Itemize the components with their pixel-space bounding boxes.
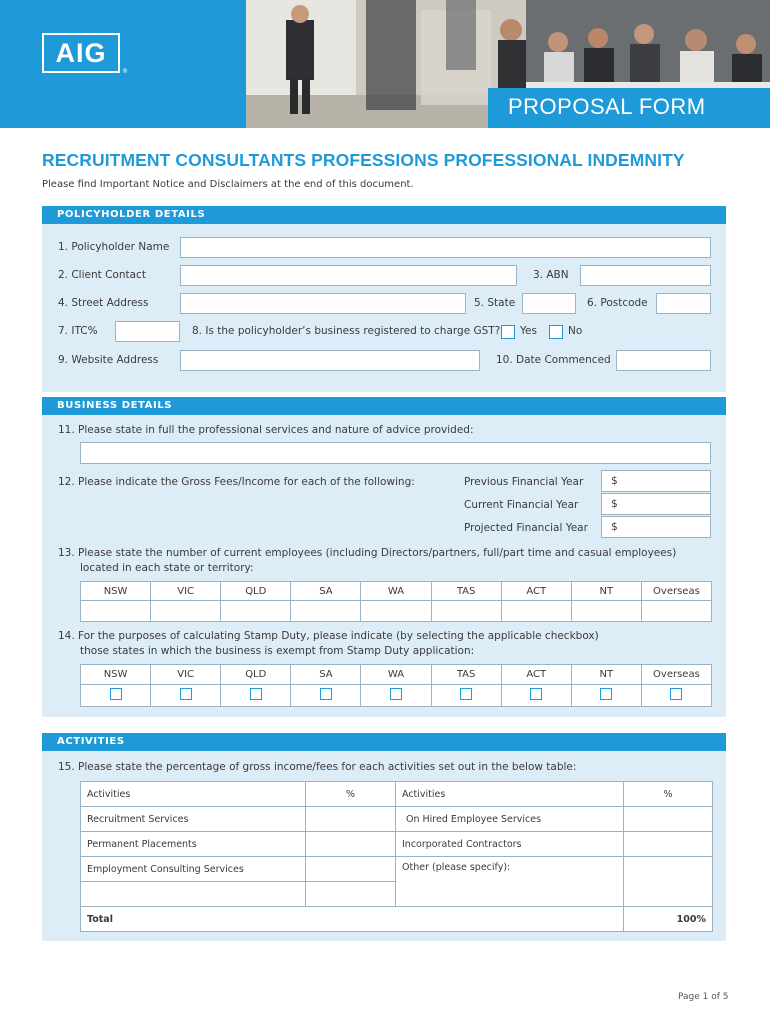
emp-header-tas: TAS (431, 582, 501, 601)
q12-label: 12. Please indicate the Gross Fees/Income for each of the following: (58, 476, 415, 488)
q13-label-line1: 13. Please state the number of current employees (including Directors/partners, full/part time and casual employees) (58, 547, 677, 559)
stamp-duty-sa-checkbox[interactable] (320, 688, 332, 700)
activity-blank-row[interactable] (81, 882, 306, 907)
activity-permanent-placements: Permanent Placements (81, 832, 306, 857)
gst-yes-checkbox[interactable] (501, 325, 515, 339)
q2-label: 2. Client Contact (58, 269, 146, 281)
gst-no-label: No (568, 325, 583, 337)
sd-cell-wa (361, 685, 431, 707)
total-label: Total (81, 907, 624, 932)
emp-count-nt[interactable] (571, 601, 641, 622)
act-header-right: Activities (396, 782, 624, 807)
policyholder-heading: POLICYHOLDER DETAILS (42, 206, 726, 224)
q14-label-line1: 14. For the purposes of calculating Stamp Duty, please indicate (by selecting the applicable checkbox) (58, 630, 599, 642)
activities-heading: ACTIVITIES (42, 733, 726, 751)
page-title: RECRUITMENT CONSULTANTS PROFESSIONS PROFESSIONAL INDEMNITY (42, 150, 685, 170)
act-header-left-percent: % (306, 782, 396, 807)
stamp-duty-act-checkbox[interactable] (530, 688, 542, 700)
previous-year-label: Previous Financial Year (464, 476, 584, 488)
gst-yes-label: Yes (520, 325, 537, 337)
q13-label-line2: located in each state or territory: (80, 562, 254, 574)
itc-percent-field[interactable] (115, 321, 180, 342)
emp-count-tas[interactable] (431, 601, 501, 622)
emp-header-nsw: NSW (81, 582, 151, 601)
previous-year-currency: $ (611, 475, 618, 487)
services-description-field[interactable] (80, 442, 711, 464)
activity-on-hired-employee-services: On Hired Employee Services (396, 807, 624, 832)
activity-employment-consulting-services: Employment Consulting Services (81, 857, 306, 882)
abn-field[interactable] (580, 265, 711, 286)
sd-header-nsw: NSW (81, 665, 151, 685)
q4-label: 4. Street Address (58, 297, 149, 309)
sd-header-overseas: Overseas (641, 665, 711, 685)
sd-cell-overseas (641, 685, 711, 707)
logo-panel (0, 0, 246, 128)
activity-on-hired-employee-services-percent[interactable] (624, 807, 713, 832)
q9-label: 9. Website Address (58, 354, 159, 366)
emp-header-wa: WA (361, 582, 431, 601)
emp-header-nt: NT (571, 582, 641, 601)
sd-cell-qld (221, 685, 291, 707)
stamp-duty-wa-checkbox[interactable] (390, 688, 402, 700)
current-year-field[interactable] (601, 493, 711, 515)
stamp-duty-qld-checkbox[interactable] (250, 688, 262, 700)
activity-permanent-placements-percent[interactable] (306, 832, 396, 857)
q3-label: 3. ABN (533, 269, 569, 281)
emp-header-act: ACT (501, 582, 571, 601)
sd-header-vic: VIC (151, 665, 221, 685)
q10-label: 10. Date Commenced (496, 354, 611, 366)
act-header-right-percent: % (624, 782, 713, 807)
emp-count-sa[interactable] (291, 601, 361, 622)
sd-cell-vic (151, 685, 221, 707)
gst-no-checkbox[interactable] (549, 325, 563, 339)
sd-cell-act (501, 685, 571, 707)
aig-logo (42, 33, 120, 73)
stamp-duty-nsw-checkbox[interactable] (110, 688, 122, 700)
current-year-currency: $ (611, 498, 618, 510)
logo-registered-mark: ® (122, 68, 128, 75)
activity-other-specify[interactable]: Other (please specify): (396, 857, 624, 907)
emp-count-nsw[interactable] (81, 601, 151, 622)
current-year-label: Current Financial Year (464, 499, 579, 511)
stamp-duty-overseas-checkbox[interactable] (670, 688, 682, 700)
sd-header-wa: WA (361, 665, 431, 685)
business-heading: BUSINESS DETAILS (42, 397, 726, 415)
stamp-duty-table (80, 664, 712, 707)
date-commenced-field[interactable] (616, 350, 711, 371)
client-contact-field[interactable] (180, 265, 517, 286)
emp-header-vic: VIC (151, 582, 221, 601)
sd-header-tas: TAS (431, 665, 501, 685)
projected-year-label: Projected Financial Year (464, 522, 588, 534)
page-number: Page 1 of 5 (678, 992, 729, 1002)
activity-recruitment-services-percent[interactable] (306, 807, 396, 832)
emp-header-overseas: Overseas (641, 582, 711, 601)
previous-year-field[interactable] (601, 470, 711, 492)
emp-count-vic[interactable] (151, 601, 221, 622)
activity-incorporated-contractors: Incorporated Contractors (396, 832, 624, 857)
q11-label: 11. Please state in full the professional services and nature of advice provided: (58, 424, 474, 436)
street-address-field[interactable] (180, 293, 466, 314)
sd-cell-sa (291, 685, 361, 707)
activity-employment-consulting-services-percent[interactable] (306, 857, 396, 882)
act-header-left: Activities (81, 782, 306, 807)
sd-cell-nsw (81, 685, 151, 707)
q5-label: 5. State (474, 297, 516, 309)
website-address-field[interactable] (180, 350, 480, 371)
q8-label: 8. Is the policyholder’s business registered to charge GST? (192, 325, 501, 337)
emp-count-wa[interactable] (361, 601, 431, 622)
sd-header-qld: QLD (221, 665, 291, 685)
emp-count-act[interactable] (501, 601, 571, 622)
activity-other-percent[interactable] (624, 857, 713, 907)
stamp-duty-nt-checkbox[interactable] (600, 688, 612, 700)
state-field[interactable] (522, 293, 576, 314)
policyholder-name-field[interactable] (180, 237, 711, 258)
projected-year-field[interactable] (601, 516, 711, 538)
page-subtitle: Please find Important Notice and Disclaimers at the end of this document. (42, 179, 414, 190)
sd-header-sa: SA (291, 665, 361, 685)
total-value: 100% (624, 907, 713, 932)
logo-text: AIG (55, 37, 107, 68)
sd-header-act: ACT (501, 665, 571, 685)
activities-table (80, 781, 713, 932)
q6-label: 6. Postcode (587, 297, 648, 309)
stamp-duty-vic-checkbox[interactable] (180, 688, 192, 700)
q14-label-line2: those states in which the business is exempt from Stamp Duty application: (80, 645, 475, 657)
emp-count-qld[interactable] (221, 601, 291, 622)
activity-incorporated-contractors-percent[interactable] (624, 832, 713, 857)
form-label: PROPOSAL FORM (508, 94, 706, 119)
emp-count-overseas[interactable] (641, 601, 711, 622)
activity-recruitment-services: Recruitment Services (81, 807, 306, 832)
emp-header-sa: SA (291, 582, 361, 601)
sd-cell-nt (571, 685, 641, 707)
employee-count-table (80, 581, 712, 622)
projected-year-currency: $ (611, 521, 618, 533)
activity-blank-row-percent[interactable] (306, 882, 396, 907)
q7-label: 7. ITC% (58, 325, 98, 337)
q1-label: 1. Policyholder Name (58, 241, 170, 253)
sd-header-nt: NT (571, 665, 641, 685)
stamp-duty-tas-checkbox[interactable] (460, 688, 472, 700)
sd-cell-tas (431, 685, 501, 707)
q15-label: 15. Please state the percentage of gross income/fees for each activities set out in the below table: (58, 761, 577, 773)
emp-header-qld: QLD (221, 582, 291, 601)
postcode-field[interactable] (656, 293, 711, 314)
